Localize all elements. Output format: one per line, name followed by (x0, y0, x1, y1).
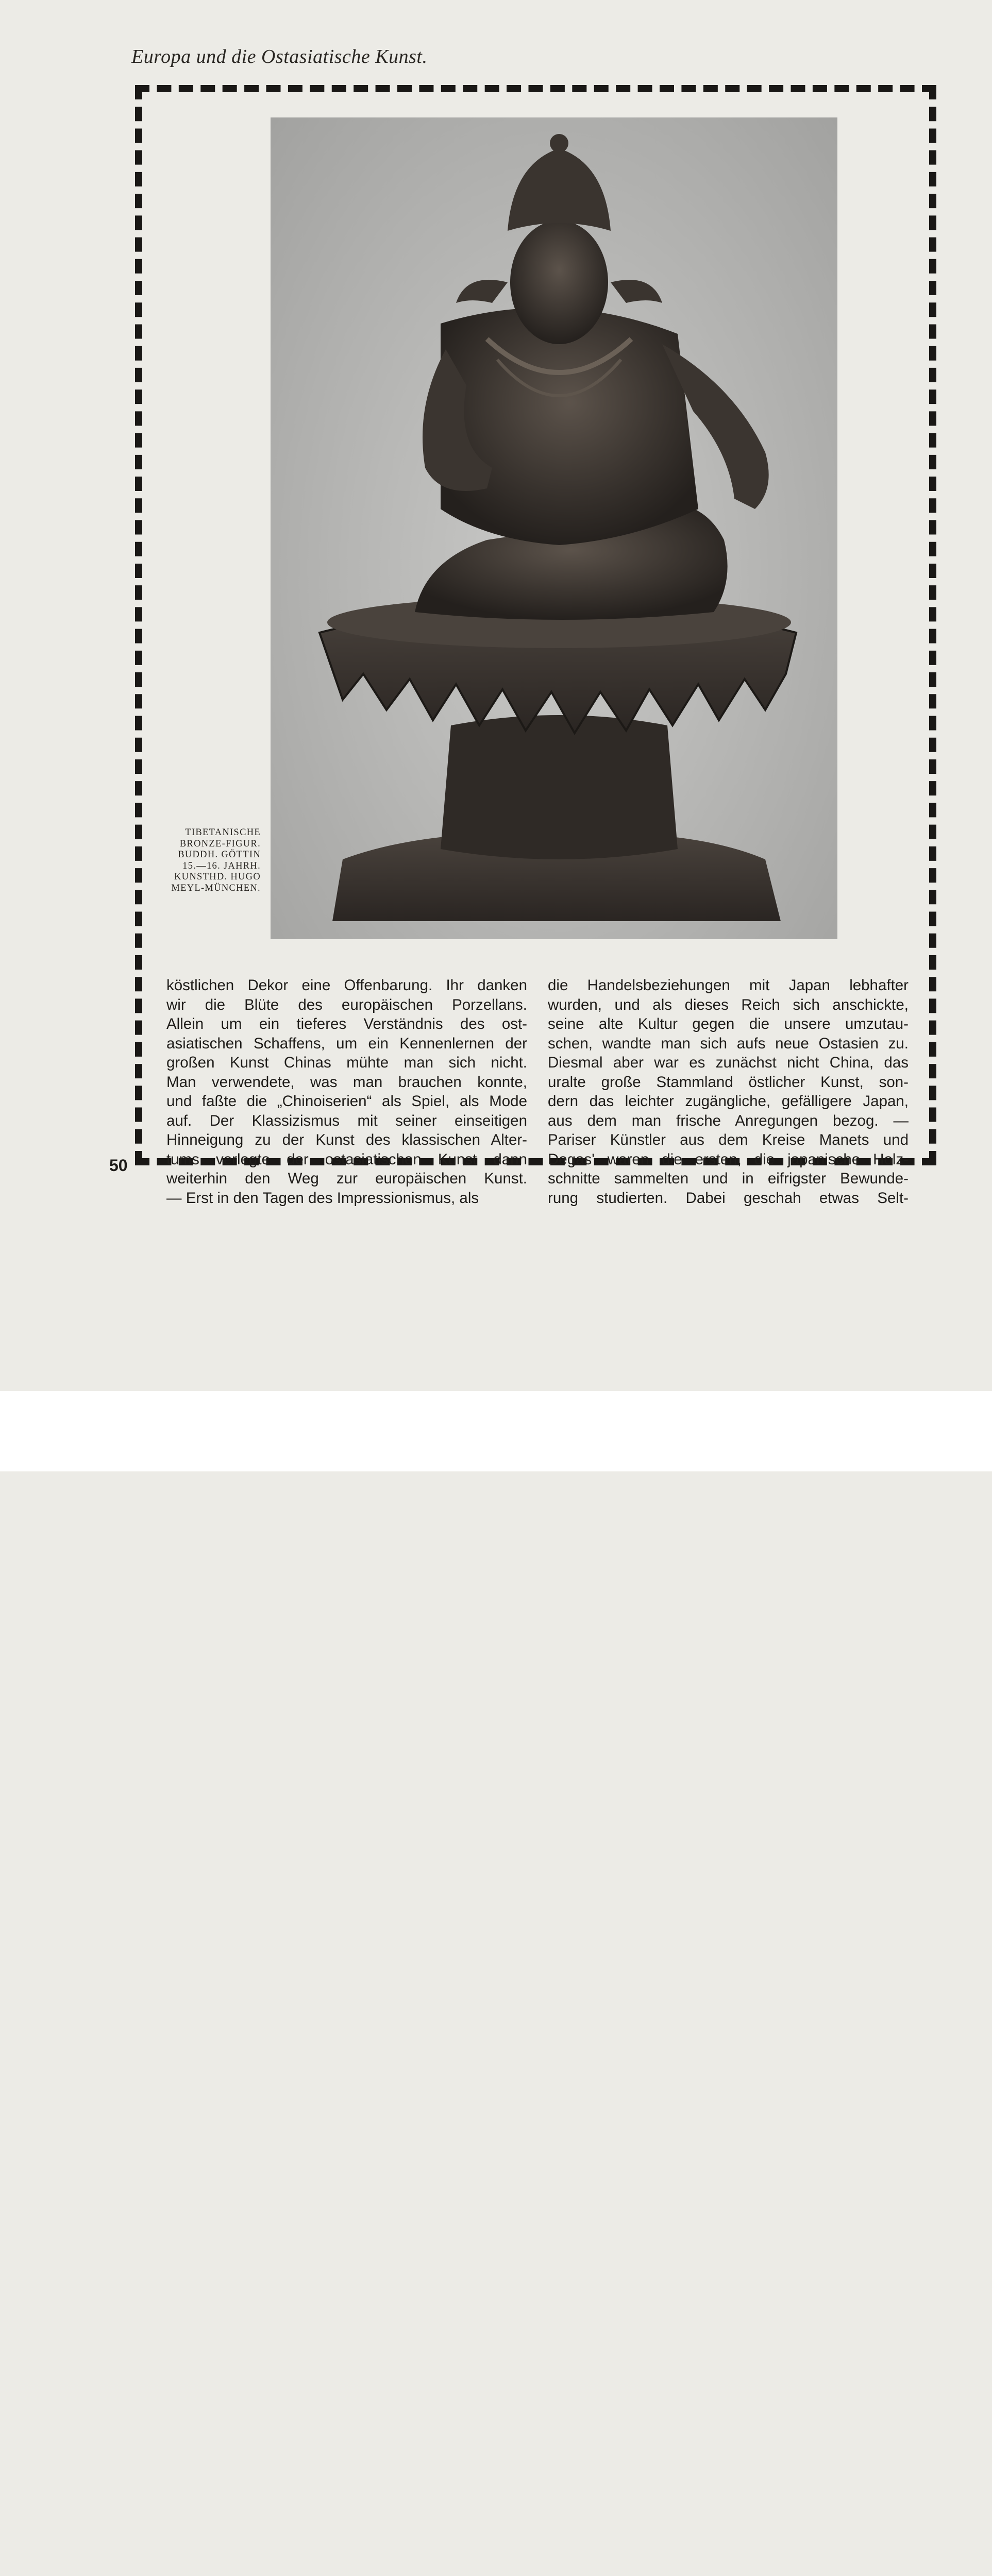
text-line: tums verlegte der ostasiatischen Kunst dann (166, 1150, 527, 1168)
text-line: auf. Der Klassizismus mit seiner einseitigen (166, 1112, 527, 1129)
text-line: — Erst in den Tagen des Impressionismus, als (166, 1189, 479, 1207)
text-line: asiatischen Schaffens, um ein Kennenlernen der (166, 1035, 527, 1052)
text-line: köstlichen Dekor eine Offenbarung. Ihr danken (166, 977, 527, 994)
bronze-figure-illustration (271, 117, 837, 939)
text-line: wurden, und als dieses Reich sich anschickte, (548, 996, 909, 1013)
pedestal-stem (441, 715, 678, 859)
body-column-right (548, 976, 909, 1208)
caption-line: BRONZE-FIGUR. (179, 838, 261, 849)
body-column-left (166, 976, 527, 1208)
text-line: großen Kunst Chinas mühte man sich nicht. (166, 1054, 527, 1071)
text-line: Allein um ein tieferes Verständnis des ost- (166, 1015, 527, 1032)
text-line: weiterhin den Weg zur europäischen Kunst. (166, 1170, 527, 1187)
text-line: Man verwendete, was man brauchen konnte, (166, 1073, 527, 1091)
text-line: uralte große Stammland östlicher Kunst, son- (548, 1073, 909, 1091)
text-line: und faßte die „Chinoiserien“ als Spiel, als Mode (166, 1093, 527, 1110)
figure-photograph (271, 117, 837, 939)
caption-line: 15.—16. JAHRH. (182, 860, 261, 871)
digitization-footer (0, 1391, 992, 1471)
text-line: Degas' waren die ersten, die japanische Holz- (548, 1150, 909, 1168)
figure-torso (441, 308, 698, 545)
text-line: die Handelsbeziehungen mit Japan lebhafter (548, 977, 909, 994)
caption-line: MEYL-MÜNCHEN. (171, 883, 261, 893)
text-line: schen, wandte man sich aufs neue Ostasien zu. (548, 1035, 909, 1052)
text-line: Hinneigung zu der Kunst des klassischen Alter- (166, 1131, 527, 1148)
figure-head (510, 221, 608, 344)
figure-crown (508, 148, 611, 231)
caption-line: TIBETANISCHE (185, 827, 261, 838)
text-line: schnitte sammelten und in eifrigster Bewunde- (548, 1170, 909, 1187)
text-line: rung studierten. Dabei geschah etwas Selt- (548, 1189, 909, 1207)
caption-line: BUDDH. GÖTTIN (178, 850, 261, 860)
text-line: seine alte Kultur gegen die unsere umzutau- (548, 1015, 909, 1032)
running-head: Europa und die Ostasiatische Kunst. (131, 46, 428, 67)
text-line: dern das leichter zugängliche, gefälligere Japan, (548, 1093, 909, 1110)
page-number: 50 (109, 1156, 128, 1175)
caption-line: KUNSTHD. HUGO (174, 872, 261, 882)
figure-caption (153, 827, 261, 894)
text-line: Pariser Künstler aus dem Kreise Manets und (548, 1131, 909, 1148)
text-line: aus dem man frische Anregungen bezog. — (548, 1112, 909, 1129)
text-line: Diesmal aber war es zunächst nicht China, das (548, 1054, 909, 1071)
text-line: wir die Blüte des europäischen Porzellans. (166, 996, 527, 1013)
